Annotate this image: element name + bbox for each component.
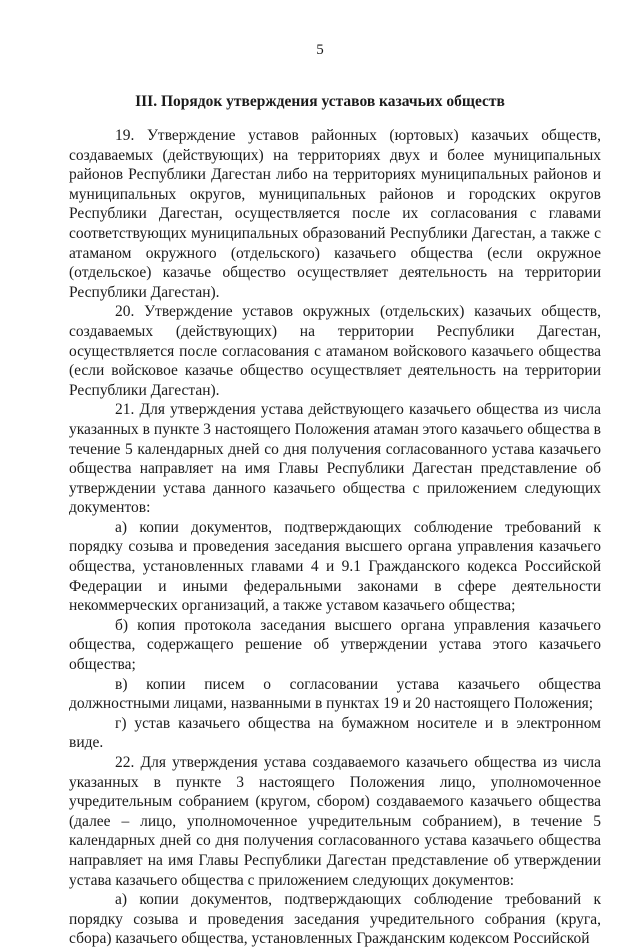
page-number: 5 [316,42,324,58]
document-body [69,126,601,949]
paragraph-21-v: в) копии писем о согласовании устава казачьего общества должностными лицами, названными в пунктах 19 и 20 настоящего Положения; [69,675,601,713]
paragraph-22-a: а) копии документов, подтверждающих соблюдение требований к порядку созыва и проведения заседания учредительного собрания (круга, сбора) казачьего общества, установленных Гражданским кодексом Российской [69,891,601,948]
paragraph-19: 19. Утверждение уставов районных (юртовых) казачьих обществ, создаваемых (действующих) на территориях двух и более муниципальных районов Республики Дагестан либо на территориях муниципальных районов и муниципальных округов, муниципальных районов и городских округов Республики Дагестан, осуществляется после их согласования с главами соответствующих муниципальных образований Республики Дагестан, а также с атаманом окружного (отдельского) казачьего общества (если окружное (отдельское) казачье общество осуществляет деятельность на территории Республики Дагестан). [69,127,601,301]
paragraph-21-b: б) копия протокола заседания высшего органа управления казачьего общества, содержащего решение об утверждении устава этого казачьего общества; [69,616,601,674]
paragraph-21: 21. Для утверждения устава действующего казачьего общества из числа указанных в пункте 3 настоящего Положения атаман этого казачьего общества в течение 5 календарных дней со дня получения согласованного устава казачьего общества направляет на имя Главы Республики Дагестан представление об утверждении устава данного казачьего общества с приложением следующих документов: [69,401,601,517]
paragraph-21-g: г) устав казачьего общества на бумажном носителе и в электронном виде. [69,714,601,752]
section-title: III. Порядок утверждения уставов казачьих обществ [135,93,505,110]
paragraph-22: 22. Для утверждения устава создаваемого казачьего общества из числа указанных в пункте 3 настоящего Положения лицо, уполномоченное учредительным собранием (кругом, сбором) создаваемого казачьего общества (далее – лицо, уполномоченное учредительным собранием), в течение 5 календарных дней со дня получения согласованного устава казачьего общества направляет на имя Главы Республики Дагестан представление об утверждении устава казачьего общества с приложением следующих документов: [69,754,601,889]
paragraph-20: 20. Утверждение уставов окружных (отдельских) казачьих обществ, создаваемых (действующих) на территории Республики Дагестан, осуществляется после согласования с атаманом войскового казачьего общества (если войсковое казачье общество осуществляет деятельность на территории Республики Дагестан). [69,303,601,399]
paragraph-21-a: а) копии документов, подтверждающих соблюдение требований к порядку созыва и проведения заседания высшего органа управления казачьего общества, установленных главами 4 и 9.1 Гражданского кодекса Российской Федерации и иными федеральными законами в сфере деятельности некоммерческих организаций, а также уставом казачьего общества; [69,518,601,615]
